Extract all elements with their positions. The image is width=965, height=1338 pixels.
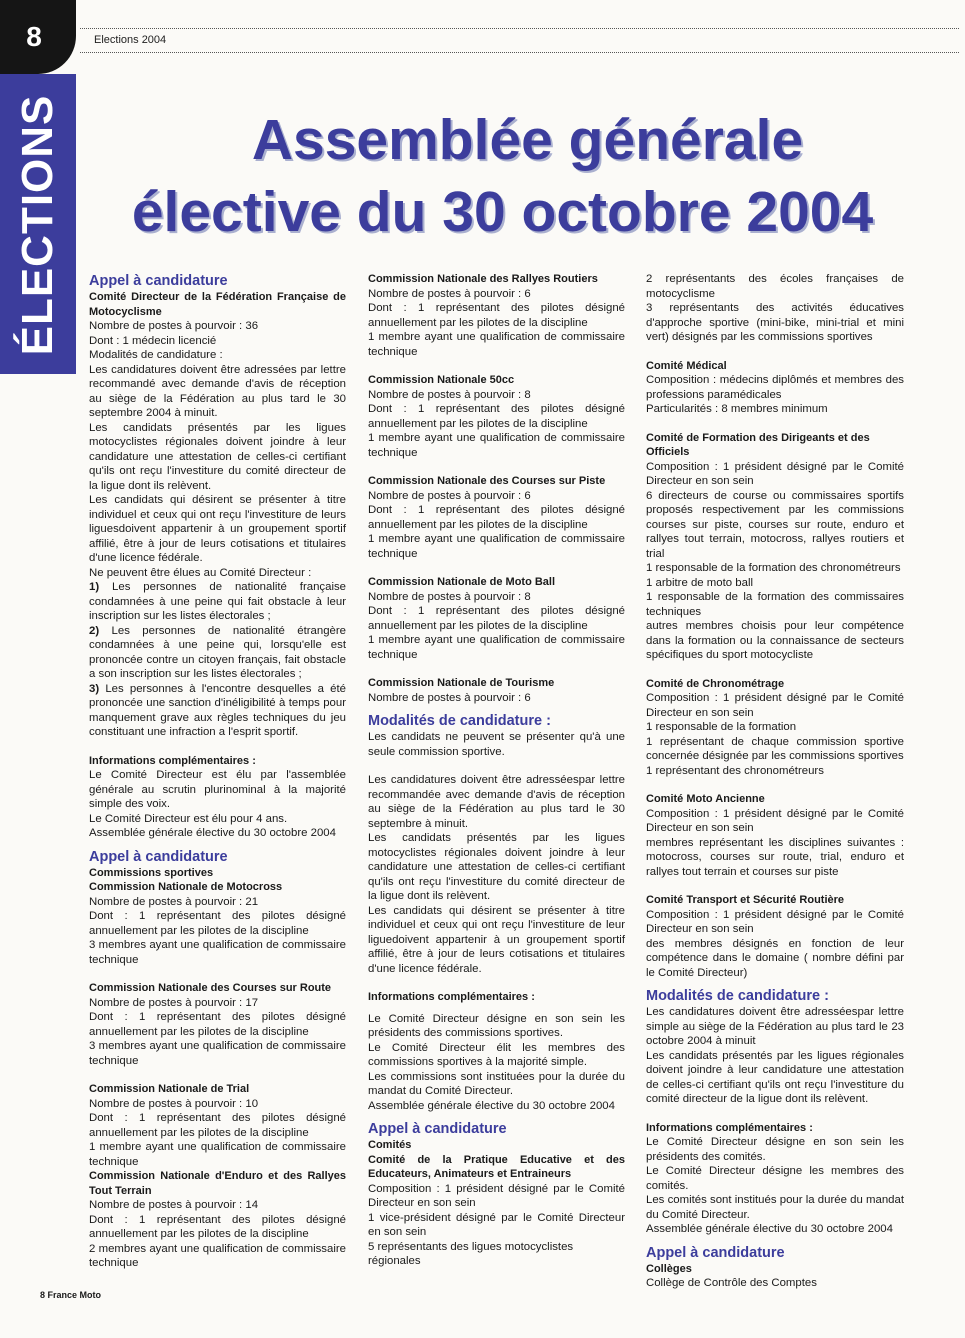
page-title-line2: élective du 30 octobre 2004 (131, 180, 874, 244)
list-item (89, 624, 346, 682)
paragraph: Dont : 1 représentant des pilotes désigné annuellement par les pilotes de la discipline (89, 910, 346, 937)
paragraph: 1 membre ayant une qualification de commissaire technique (89, 1141, 346, 1168)
paragraph: Dont : 1 représentant des pilotes désigné annuellement par les pilotes de la discipline (89, 1112, 346, 1139)
paragraph: 3 représentants des activités éducatives d'approche sportive (mini-bike, mini-trial et mini vert) désignés par les commissions sportives (646, 302, 904, 343)
paragraph: 2 membres ayant une qualification de commissaire technique (89, 1242, 346, 1269)
subheading: Comité de la Pratique Educative et des Educateurs, Animateurs et Entraineurs (368, 1153, 625, 1180)
paragraph: Les candidatures doivent être adresséespar lettre recommandée avec demande d'avis de réception au siège de la Fédération au plus tard le 30 septembre à minuit. (368, 774, 625, 830)
paragraph: 1 membre ayant une qualification de commissaire technique (368, 533, 625, 560)
column-3 (646, 272, 904, 1291)
subheading: Comité de Chronométrage (646, 677, 785, 690)
paragraph: Assemblée générale élective du 30 octobre 2004 (368, 1099, 615, 1112)
paragraph: Les comités sont institués pour la durée du mandat du Comité Directeur. (646, 1194, 904, 1221)
subheading: Commission Nationale des Rallyes Routiers (368, 273, 598, 285)
text-line: Nombre de postes à pourvoir : 10 (89, 1097, 259, 1110)
text-line: Modalités de candidature : (89, 349, 223, 361)
subheading: Comités (368, 1139, 412, 1151)
subheading: Commission Nationale de Trial (89, 1083, 250, 1095)
paragraph: 3 membres ayant une qualification de commissaire technique (89, 1040, 346, 1067)
subheading: Comité Directeur de la Fédération Française de Motocyclisme (89, 291, 346, 318)
paragraph: 1 membre ayant une qualification de commissaire technique (368, 634, 625, 661)
paragraph: Le Comité Directeur élit les membres des commissions sportives à la majorité simple. (368, 1041, 625, 1068)
paragraph: Composition : 1 président désigné par le Comité Directeur en son sein (646, 908, 904, 935)
text-line: Nombre de postes à pourvoir : 21 (89, 895, 259, 908)
text-line: Nombre de postes à pourvoir : 36 (89, 320, 259, 332)
page-title-line1: Assemblée générale (251, 108, 804, 172)
text-line: Dont : 1 médecin licencié (89, 334, 217, 347)
paragraph: Dont : 1 représentant des pilotes désigné annuellement par les pilotes de la discipline (368, 403, 625, 430)
paragraph: 1 responsable de la formation (646, 721, 797, 733)
subheading: Comité de Formation des Dirigeants et des Officiels (646, 431, 870, 458)
paragraph: Ne peuvent être élues au Comité Directeur : (89, 566, 312, 579)
paragraph: 1 représentant des chronométreurs (646, 764, 824, 777)
text-line: Nombre de postes à pourvoir : 8 (368, 388, 531, 401)
list-text: Les personnes à l'encontre desquelles a été prononcée une sanction d'inéligibilité à temps pour manquement grave aux règles techniques du jeu constituant une infraction a l'esprit sportif. (89, 682, 346, 738)
subheading: Commission Nationale des Courses sur Route (89, 982, 332, 994)
section-heading: Appel à candidature (646, 1244, 785, 1261)
paragraph: Le Comité Directeur désigne les membres des comités. (646, 1165, 904, 1192)
paragraph: Les candidatures doivent être adresséespar lettre simple au siège de la Fédération au plus tard le 23 octobre 2004 à minuit (646, 1006, 904, 1047)
paragraph: Dont : 1 représentant des pilotes désigné annuellement par les pilotes de la discipline (368, 605, 625, 632)
paragraph: 1 vice-président désigné par le Comité Directeur en son sein (368, 1211, 625, 1238)
section-heading: Appel à candidature (368, 1121, 507, 1137)
paragraph: Dont : 1 représentant des pilotes désigné annuellement par les pilotes de la discipline (368, 504, 625, 531)
text-line: Nombre de postes à pourvoir : 14 (89, 1199, 259, 1211)
subheading: Comité Médical (646, 359, 727, 372)
paragraph: 1 membre ayant une qualification de commissaire technique (368, 432, 625, 459)
paragraph: Le Comité Directeur désigne en son sein les présidents des commissions sportives. (368, 1012, 625, 1039)
paragraph: Composition : 1 président désigné par le Comité Directeur en son sein (646, 460, 904, 487)
column-1 (89, 272, 346, 1271)
text-line: Nombre de postes à pourvoir : 6 (368, 287, 531, 300)
paragraph: Particularités : 8 membres minimum (646, 403, 828, 415)
paragraph: Les candidats présentés par les ligues régionales doivent joindre à leur candidature une attestation de celles-ci certifiant qu'ils ont reçu l'investiture du comité directeur de la ligue dont ils relèvent. (646, 1049, 904, 1105)
text-line: Nombre de postes à pourvoir : 8 (368, 590, 531, 603)
paragraph: Les candidats ne peuvent se présenter qu'à une seule commission sportive. (368, 731, 625, 758)
paragraph: Dont : 1 représentant des pilotes désigné annuellement par les pilotes de la discipline (89, 1213, 346, 1240)
paragraph: 1 responsable de la formation des chronométreurs (646, 562, 901, 574)
section-side-label: ÉLECTIONS (13, 94, 62, 356)
paragraph: 5 représentants des ligues motocyclistes régionales (368, 1240, 574, 1267)
paragraph: 1 responsable de la formation des commissaires techniques (646, 591, 904, 618)
paragraph: Le Comité Directeur est élu pour 4 ans. (89, 812, 288, 825)
subheading: Commission Nationale des Courses sur Piste (368, 475, 606, 487)
header-rule-top (80, 28, 959, 29)
subheading: Commission Nationale de Moto Ball (368, 576, 556, 588)
paragraph: 1 représentant de chaque commission sportive concernée désignée par les commissions sportives (646, 735, 904, 762)
paragraph: Les candidats présentés par les ligues motocyclistes régionales doivent joindre à leur candidature une attestation de celles-ci certifiant qu'ils ont reçu l'investiture du comité directeur de la ligue dont ils relèvent. (368, 832, 625, 902)
paragraph: Assemblée générale élective du 30 octobre 2004 (646, 1223, 893, 1235)
paragraph: Les candidatures doivent être adressées par lettre recommandé avec demande d'avis de réception au siège de la Fédération au plus tard le 30 septembre 2004 à minuit. (89, 363, 346, 419)
paragraph: Collège de Contrôle des Comptes (646, 1277, 817, 1289)
page-number-badge (0, 0, 76, 74)
subheading: Comité Moto Ancienne (646, 793, 765, 805)
paragraph: 3 membres ayant une qualification de commissaire technique (89, 939, 346, 966)
text-line: Nombre de postes à pourvoir : 17 (89, 996, 259, 1009)
page-footer: 8 France Moto (40, 1290, 102, 1300)
header-rule-bottom (80, 52, 959, 53)
paragraph: Les commissions sont instituées pour la durée du mandat du Comité Directeur. (368, 1070, 625, 1097)
list-number: 1) (89, 581, 100, 593)
section-heading: Modalités de candidature : (646, 988, 829, 1004)
list-text: Les personnes de nationalité française condamnées à une peine qui fait obstacle à leur inscription sur les listes électorales ; (89, 581, 346, 622)
paragraph: 1 arbitre de moto ball (646, 576, 754, 589)
subheading: Commission Nationale d'Enduro et des Rallyes Tout Terrain (89, 1170, 346, 1197)
paragraph: Le Comité Directeur est élu par l'assemblée générale au scrutin plurinominal à la majorité simple des voix. (89, 769, 346, 810)
paragraph: Dont : 1 représentant des pilotes désigné annuellement par les pilotes de la discipline (368, 302, 625, 329)
list-item (89, 682, 346, 740)
column-2 (368, 272, 625, 1269)
paragraph: Assemblée générale élective du 30 octobre 2004 (89, 827, 336, 839)
subheading: Commission Nationale 50cc (368, 374, 515, 386)
paragraph: Les candidats qui désirent se présenter à titre individuel et ceux qui ont reçu l'investiture de leurs liguesdoivent appartenir à un groupement sportif affilié, être à jour de leurs cotisations et titulaires d'une licence fédérale. (89, 494, 346, 564)
section-heading: Modalités de candidature : (368, 713, 551, 729)
list-item (89, 580, 346, 624)
paragraph: Composition : 1 président désigné par le Comité Directeur en son sein (368, 1182, 625, 1209)
text-line: Nombre de postes à pourvoir : 6 (368, 691, 531, 704)
paragraph: Composition : 1 président désigné par le Comité Directeur en son sein (646, 692, 904, 719)
page-number: 8 (26, 21, 42, 52)
list-text: Les personnes de nationalité étrangère condamnées à une peine qui, lorsqu'elle est prononcée contre un citoyen français, fait obstacle a son inscription sur les listes électorales ; (89, 624, 346, 680)
subheading: Commissions sportives (89, 866, 214, 879)
paragraph: Le Comité Directeur désigne en son sein les présidents des comités. (646, 1136, 904, 1163)
paragraph: 1 membre ayant une qualification de commissaire technique (368, 331, 625, 358)
paragraph: autres membres choisis pour leur compétence dans la formation ou la connaissance de secteurs spécifiques du sport motocycliste (646, 620, 904, 661)
list-number: 3) (89, 682, 100, 695)
info-heading: Informations complémentaires : (89, 754, 256, 767)
list-number: 2) (89, 624, 100, 637)
paragraph: Composition : médecins diplômés et membres des professions paramédicales (646, 374, 904, 401)
subheading: Collèges (646, 1262, 692, 1275)
paragraph: Les candidats qui désirent se présenter à titre individuel et ceux qui ont reçu l'investiture de leur liguedoivent appartenir à un groupement sportif affilié, être à jour de leurs cotisations et titulaires d'une licence fédérale. (368, 904, 625, 975)
paragraph: 2 représentants des écoles françaises de motocyclisme (646, 273, 904, 300)
info-heading: Informations complémentaires : (646, 1121, 813, 1134)
paragraph: membres représentant les disciplines suivantes : motocross, courses sur route, trial, enduro et rallyes tout terrain et courses sur piste (646, 836, 904, 878)
section-label: Elections 2004 (94, 34, 167, 46)
subheading: Commission Nationale de Motocross (89, 881, 283, 893)
paragraph: 6 directeurs de course ou commissaires sportifs proposés respectivement par les commissions courses sur piste, courses sur route, enduro et rallyes tout terrain, motocross, rallyes routiers et trial (646, 489, 904, 560)
section-heading: Appel à candidature (89, 273, 228, 289)
paragraph: Dont : 1 représentant des pilotes désigné annuellement par les pilotes de la discipline (89, 1011, 346, 1038)
section-heading: Appel à candidature (89, 848, 228, 865)
subheading: Comité Transport et Sécurité Routière (646, 894, 845, 906)
subheading: Commission Nationale de Tourisme (368, 677, 555, 689)
info-heading: Informations complémentaires : (368, 991, 535, 1003)
paragraph: Composition : 1 président désigné par le Comité Directeur en son sein (646, 807, 904, 834)
paragraph: des membres désignés en fonction de leur compétence dans le domaine ( nombre défini par le Comité Directeur) (646, 937, 904, 979)
text-line: Nombre de postes à pourvoir : 6 (368, 489, 531, 502)
paragraph: Les candidats présentés par les ligues motocyclistes régionales doivent joindre à leur candidature une attestation de celles-ci certifiant qu'ils ont reçu l'investiture du comité directeur de la ligue dont ils relèvent. (89, 421, 346, 492)
